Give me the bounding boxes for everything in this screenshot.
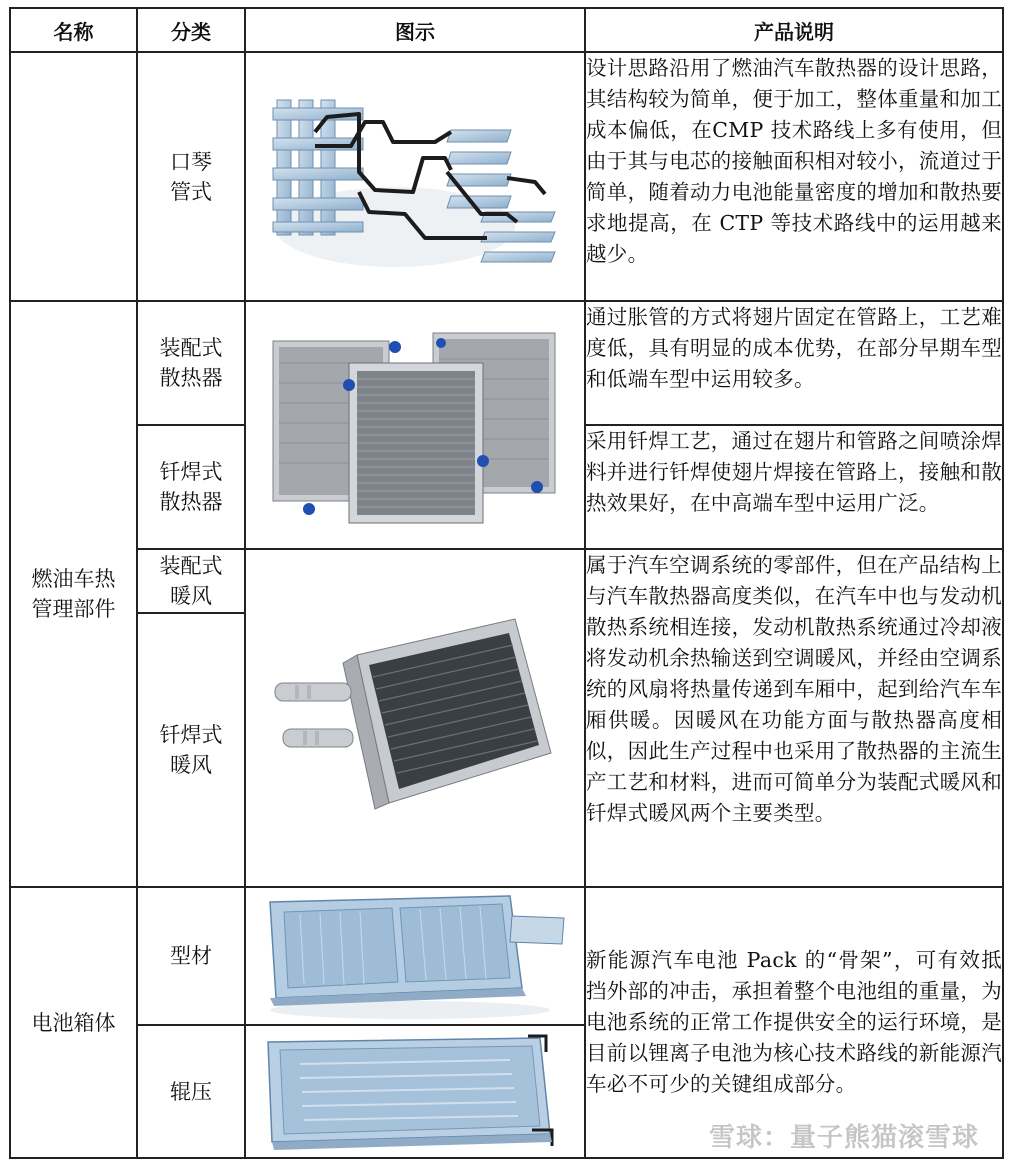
table-row bbox=[10, 52, 1003, 301]
header-description: 产品说明 bbox=[585, 8, 1003, 52]
description-harmonica: 设计思路沿用了燃油汽车散热器的设计思路，其结构较为简单，便于加工，整体重量和加工成本偏低，在CMP 技术路线上多有使用，但由于其与电芯的接触面积相对较小，流道过于简单，随着动力电池能量密度的增加和散热要求地提高，在 CTP 等技术路线中的运用越来越少。 bbox=[585, 52, 1003, 301]
category-assembled-radiator: 装配式 散热器 bbox=[137, 301, 245, 425]
table-row bbox=[10, 301, 1003, 425]
category-harmonica: 口琴 管式 bbox=[137, 52, 245, 301]
header-row bbox=[10, 8, 1003, 52]
category-brazed-radiator: 钎焊式 散热器 bbox=[137, 425, 245, 549]
heater-core-image bbox=[245, 549, 585, 887]
category-profile: 型材 bbox=[137, 887, 245, 1025]
description-heater: 属于汽车空调系统的零部件，但在产品结构上与汽车散热器高度类似，在汽车中也与发动机散热系统相连接，发动机散热系统通过冷却液将发动机余热输送到空调暖风，并经由空调系统的风扇将热量传递到车厢中，起到给汽车车厢供暖。因暖风在功能方面与散热器高度相似，因此生产过程中也采用了散热器的主流生产工艺和材料，进而可简单分为装配式暖风和钎焊式暖风两个主要类型。 bbox=[585, 549, 1003, 887]
product-table bbox=[9, 7, 1004, 1159]
name-fuel-thermal: 燃油车热 管理部件 bbox=[10, 301, 137, 887]
description-battery-enclosure: 新能源汽车电池 Pack 的“骨架”，可有效抵挡外部的冲击，承担着整个电池组的重量，为电池系统的正常工作提供安全的运行环境，是目前以锂离子电池为核心技术路线的新能源汽车必不可少的关键组成部分。 bbox=[585, 887, 1003, 1158]
category-brazed-heater: 钎焊式 暖风 bbox=[137, 613, 245, 887]
profile-battery-tray-image bbox=[245, 887, 585, 1025]
radiator-image bbox=[245, 301, 585, 549]
table-row bbox=[10, 549, 1003, 613]
category-assembled-heater: 装配式 暖风 bbox=[137, 549, 245, 613]
name-battery-enclosure: 电池箱体 bbox=[10, 887, 137, 1158]
name-cell-empty bbox=[10, 52, 137, 301]
header-category: 分类 bbox=[137, 8, 245, 52]
category-rolled: 辊压 bbox=[137, 1025, 245, 1158]
header-image: 图示 bbox=[245, 8, 585, 52]
header-name: 名称 bbox=[10, 8, 137, 52]
description-assembled-radiator: 通过胀管的方式将翅片固定在管路上，工艺难度低，具有明显的成本优势，在部分早期车型和低端车型中运用较多。 bbox=[585, 301, 1003, 425]
table-row bbox=[10, 887, 1003, 1025]
rolled-battery-tray-image bbox=[245, 1025, 585, 1158]
watermark: 雪球：量子熊猫滚雪球 bbox=[708, 1123, 979, 1153]
harmonica-tube-cooling-plate-image bbox=[245, 52, 585, 301]
description-brazed-radiator: 采用钎焊工艺，通过在翅片和管路之间喷涂焊料并进行钎焊使翅片焊接在管路上，接触和散热效果好，在中高端车型中运用广泛。 bbox=[585, 425, 1003, 549]
